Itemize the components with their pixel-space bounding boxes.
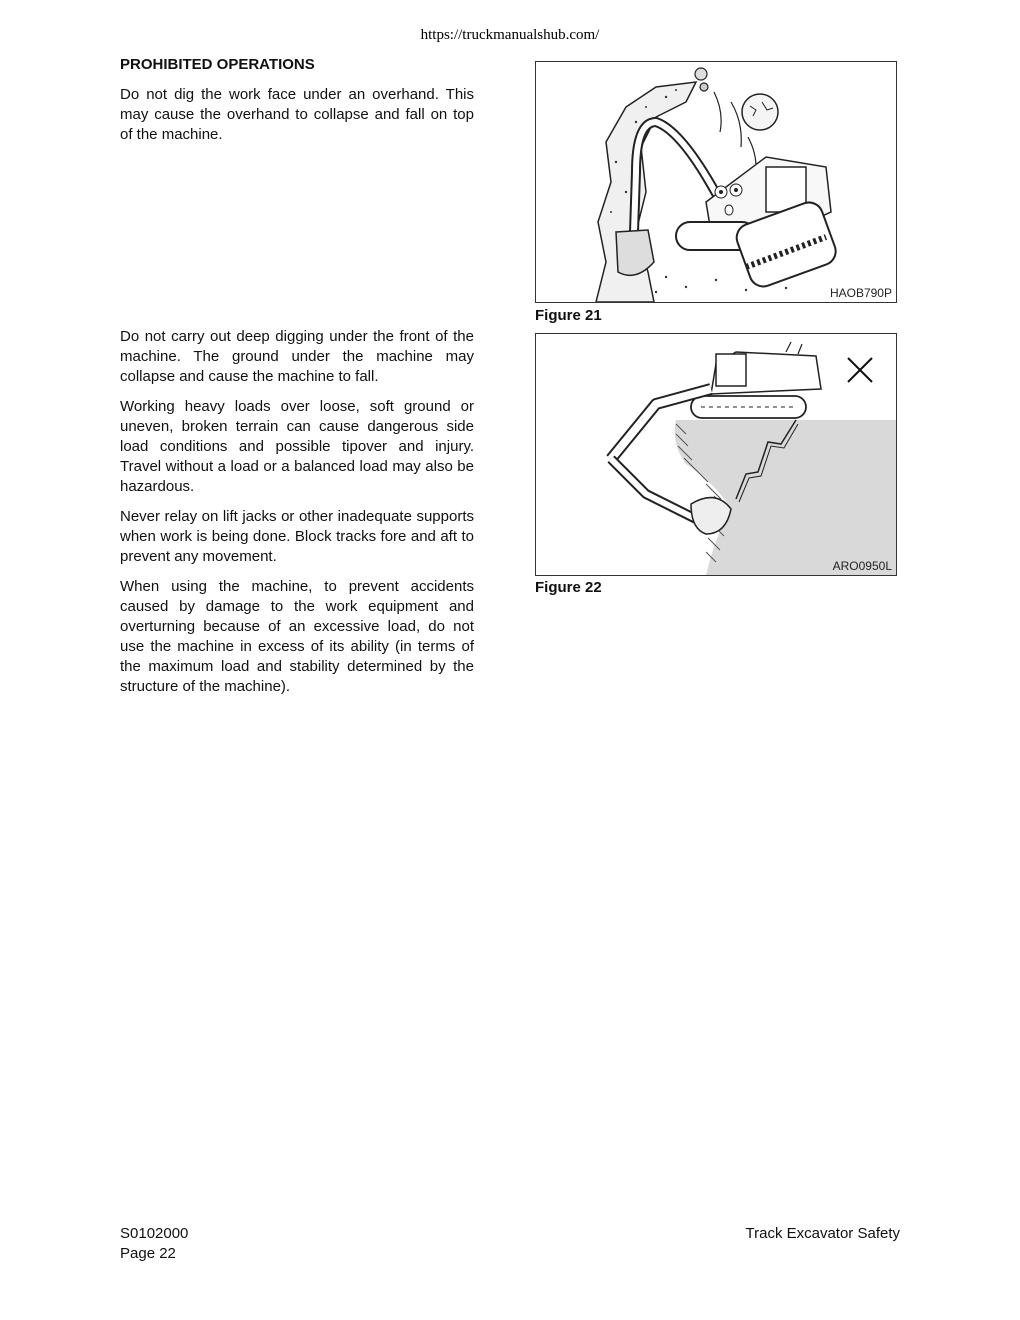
paragraph-lift-jacks: Never relay on lift jacks or other inadequate supports when work is being done. Block tracks fore and aft to prevent any movement. xyxy=(120,508,474,565)
figure-22-illustration xyxy=(535,333,897,576)
section-heading: PROHIBITED OPERATIONS xyxy=(120,56,315,73)
prohibited-x-icon xyxy=(848,358,872,382)
figure-22-caption: Figure 22 xyxy=(535,579,602,596)
figure-21-illustration xyxy=(535,61,897,303)
paragraph-overhang: Do not dig the work face under an overhand. This may cause the overhand to collapse and fall on top of the machine. xyxy=(120,86,474,143)
figure-21-caption: Figure 21 xyxy=(535,307,602,324)
figure-22-code: ARO0950L xyxy=(832,559,892,573)
footer-left xyxy=(120,1224,188,1264)
page-number: Page 22 xyxy=(120,1245,176,1262)
excavator-deep-digging-drawing xyxy=(536,334,896,575)
paragraph-heavy-loads: Working heavy loads over loose, soft ground or uneven, broken terrain can cause dangerous side load conditions and possible tipover and injury. Travel without a load or a balanced load may also be hazardous. xyxy=(120,398,474,495)
excavator-overhang-drawing xyxy=(536,62,896,302)
doc-number: S0102000 xyxy=(120,1225,189,1242)
source-url: https://truckmanualshub.com/ xyxy=(420,27,600,43)
paragraph-deep-digging: Do not carry out deep digging under the front of the machine. The ground under the machine may collapse and cause the machine to fall. xyxy=(120,328,474,385)
figure-21-code: HAOB790P xyxy=(829,286,892,300)
paragraph-excessive-load: When using the machine, to prevent accidents caused by damage to the work equipment and overturning because of an excessive load, do not use the machine in excess of its ability (in terms of the maximum load and stability determined by the structure of the machine). xyxy=(120,578,474,695)
footer-doc-title: Track Excavator Safety xyxy=(745,1225,900,1242)
